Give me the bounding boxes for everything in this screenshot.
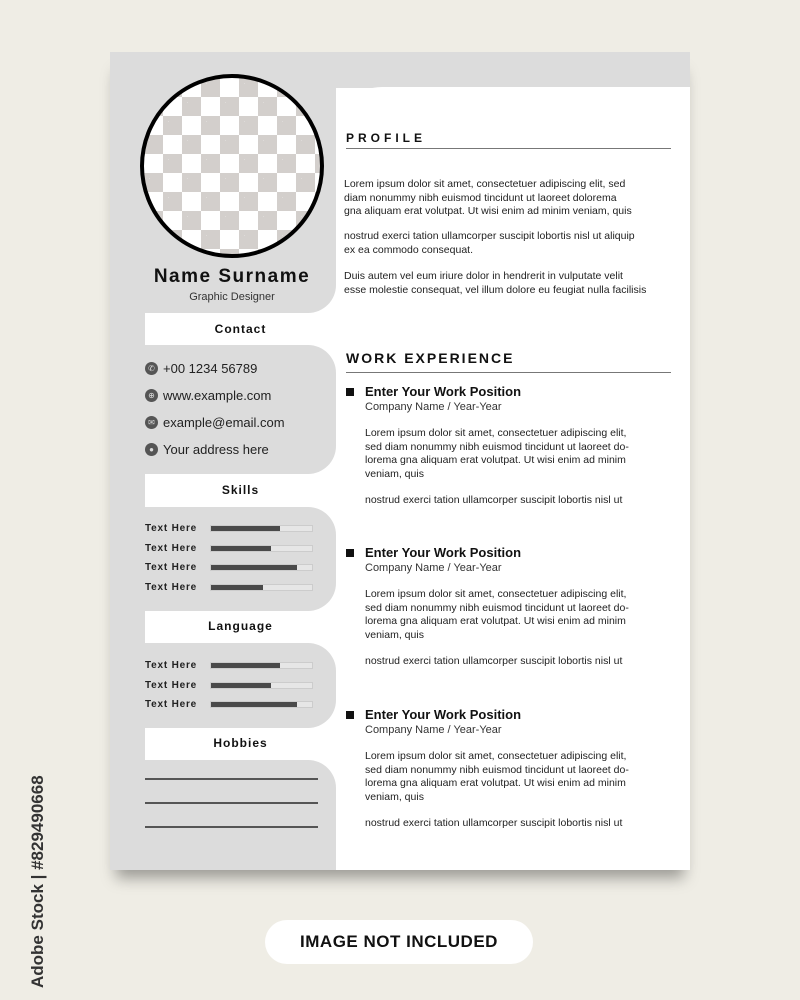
skill-label: Text Here xyxy=(145,581,198,593)
skill-label: Text Here xyxy=(145,522,198,534)
skill-label: Text Here xyxy=(145,561,198,573)
job-description-line: sed diam nonummy nibh euismod tincidunt ut laoreet do- xyxy=(365,763,629,776)
language xyxy=(145,699,313,709)
resume-page xyxy=(110,52,690,870)
skill-bar-fill xyxy=(211,546,271,551)
job-extra-line: nostrud exerci tation ullamcorper suscipit lobortis nisl ut xyxy=(365,817,623,829)
job-company: Company Name / Year-Year xyxy=(365,401,502,413)
language-label: Text Here xyxy=(145,698,198,710)
job-description-line: veniam, quis xyxy=(365,628,424,641)
job-title xyxy=(346,707,676,722)
job-description-line: lorema gna aliquam erat volutpat. Ut wisi enim ad minim xyxy=(365,615,626,627)
language-bar-track xyxy=(210,701,313,708)
top-strip xyxy=(336,52,690,88)
language-bar-track xyxy=(210,662,313,669)
skill xyxy=(145,562,313,572)
job-description-line: sed diam nonummy nibh euismod tincidunt ut laoreet do- xyxy=(365,601,629,614)
hobby-line xyxy=(145,778,318,780)
skill xyxy=(145,523,313,533)
skills-heading: Skills xyxy=(145,475,336,506)
profile-heading: PROFILE xyxy=(346,131,427,145)
profile-text-line: Lorem ipsum dolor sit amet, consectetuer adipiscing elit, sed xyxy=(344,178,626,190)
job-description-line: Lorem ipsum dolor sit amet, consectetuer adipiscing elit, xyxy=(365,750,627,762)
profile-text-line: esse molestie consequat, vel illum dolore eu feugiat nulla facilisis xyxy=(344,283,647,296)
phone-icon: ✆ xyxy=(145,362,158,375)
job-description-line: veniam, quis xyxy=(365,467,424,480)
job-description-line: sed diam nonummy nibh euismod tincidunt ut laoreet do- xyxy=(365,440,629,453)
photo-placeholder xyxy=(140,74,324,258)
work-divider xyxy=(346,372,671,373)
language-bar-track xyxy=(210,682,313,689)
job-description-line: Lorem ipsum dolor sit amet, consectetuer adipiscing elit, xyxy=(365,427,627,439)
language-heading: Language xyxy=(145,611,336,642)
work-heading: WORK EXPERIENCE xyxy=(346,350,515,366)
skill xyxy=(145,582,313,592)
contact-text: www.example.com xyxy=(163,387,272,403)
job-description-line: Lorem ipsum dolor sit amet, consectetuer adipiscing elit, xyxy=(365,588,627,600)
job-title xyxy=(346,545,676,560)
language-bar-fill xyxy=(211,663,280,668)
skill-bar-track xyxy=(210,545,313,552)
hobbies-heading: Hobbies xyxy=(145,728,336,759)
job-position: Enter Your Work Position xyxy=(365,384,522,399)
contact-text: example@email.com xyxy=(163,414,285,430)
job-position: Enter Your Work Position xyxy=(365,707,522,722)
skill-bar-fill xyxy=(211,585,263,590)
skill-bar-track xyxy=(210,525,313,532)
watermark: Adobe Stock | #829490668 xyxy=(28,775,47,988)
bullet-icon xyxy=(346,388,354,396)
job-title xyxy=(346,384,676,399)
name: Name Surname xyxy=(153,266,311,287)
profile-text-line: gna aliquam erat volutpat. Ut wisi enim ad minim veniam, quis xyxy=(344,205,632,217)
globe-icon: ⊕ xyxy=(145,389,158,402)
contact-item xyxy=(145,360,257,376)
contact-item xyxy=(145,414,285,430)
email-icon: ✉ xyxy=(145,416,158,429)
image-not-included-badge: IMAGE NOT INCLUDED xyxy=(265,920,533,964)
profile-divider xyxy=(346,148,671,149)
job-position: Enter Your Work Position xyxy=(365,545,522,560)
skill-label: Text Here xyxy=(145,542,198,554)
contact-item xyxy=(145,441,269,457)
hobbies-block xyxy=(110,760,336,870)
job-entry xyxy=(346,707,676,831)
language-bar-fill xyxy=(211,683,271,688)
hobby-line xyxy=(145,802,318,804)
job-description xyxy=(365,588,676,642)
job-description xyxy=(365,427,676,481)
location-icon: ● xyxy=(145,443,158,456)
profile-text-line: Duis autem vel eum iriure dolor in hendrerit in vulputate velit xyxy=(344,270,623,282)
job-company: Company Name / Year-Year xyxy=(365,724,502,736)
bullet-icon xyxy=(346,549,354,557)
job-company: Company Name / Year-Year xyxy=(365,562,502,574)
hobby-line xyxy=(145,826,318,828)
job-entry xyxy=(346,545,676,669)
job-extra-line: nostrud exerci tation ullamcorper suscipit lobortis nisl ut xyxy=(365,655,623,667)
skill-bar-track xyxy=(210,584,313,591)
job-extra-line: nostrud exerci tation ullamcorper suscipit lobortis nisl ut xyxy=(365,494,623,506)
contact-heading: Contact xyxy=(145,314,336,345)
profile-text-line: ex ea commodo consequat. xyxy=(344,243,473,256)
job-description-line: lorema gna aliquam erat volutpat. Ut wisi enim ad minim xyxy=(365,777,626,789)
job-entry xyxy=(346,384,676,508)
skill xyxy=(145,543,313,553)
skill-bar-fill xyxy=(211,526,280,531)
language xyxy=(145,660,313,670)
job-role: Graphic Designer xyxy=(189,291,275,303)
language-label: Text Here xyxy=(145,679,198,691)
skill-bar-fill xyxy=(211,565,297,570)
contact-item xyxy=(145,387,271,403)
contact-text: +00 1234 56789 xyxy=(163,360,258,376)
job-description-line: veniam, quis xyxy=(365,790,424,803)
language-label: Text Here xyxy=(145,659,198,671)
contact-text: Your address here xyxy=(163,441,269,457)
profile-text-line: nostrud exerci tation ullamcorper suscipit lobortis nisl ut aliquip xyxy=(344,230,635,242)
job-description-line: lorema gna aliquam erat volutpat. Ut wisi enim ad minim xyxy=(365,454,626,466)
job-description xyxy=(365,750,676,804)
bullet-icon xyxy=(346,711,354,719)
skill-bar-track xyxy=(210,564,313,571)
language-bar-fill xyxy=(211,702,297,707)
language xyxy=(145,680,313,690)
profile-text-line: diam nonummy nibh euismod tincidunt ut laoreet dolorema xyxy=(344,191,617,204)
